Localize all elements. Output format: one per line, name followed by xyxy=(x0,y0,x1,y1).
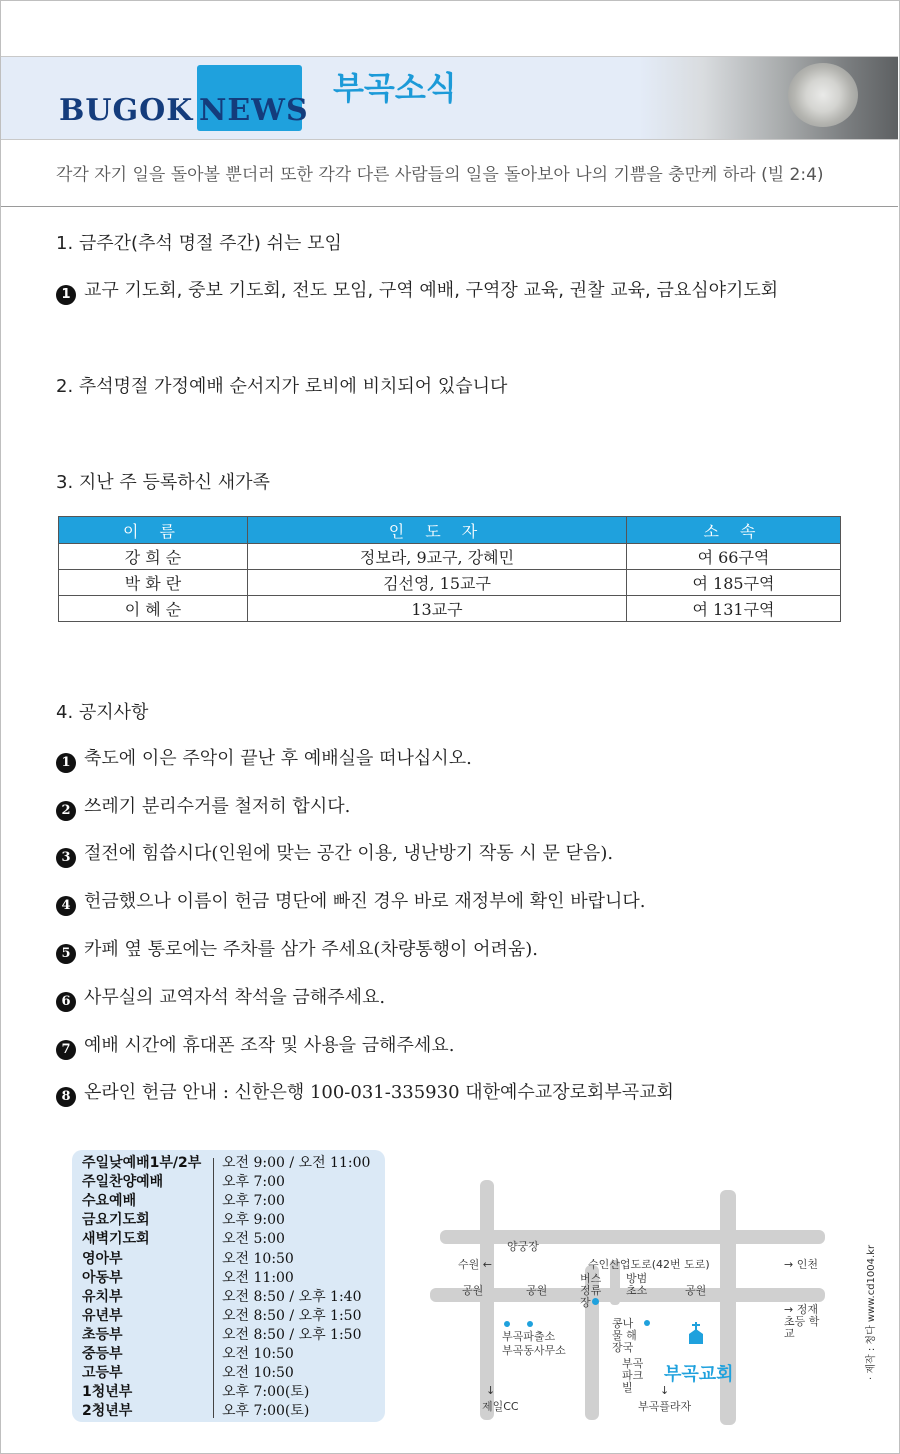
bullet-2-icon: 2 xyxy=(56,801,76,821)
divider xyxy=(1,206,898,207)
schedule-name: 1청년부 xyxy=(82,1384,133,1401)
table-row xyxy=(59,544,841,570)
notice-item xyxy=(56,935,538,964)
section-1-text: 교구 기도회, 중보 기도회, 전도 모임, 구역 예배, 구역장 교육, 권찰 교육, 금요심야기도회 xyxy=(84,280,779,301)
notice-text: 쓰레기 분리수거를 철저히 합시다. xyxy=(84,796,351,817)
schedule-time: 오후 7:00 xyxy=(222,1174,285,1191)
notice-item xyxy=(56,887,645,916)
bullet-6-icon: 6 xyxy=(56,992,76,1012)
schedule-name: 초등부 xyxy=(82,1326,123,1343)
table-cell-group: 여 66구역 xyxy=(627,544,841,570)
map-label-park-3: 공원 xyxy=(685,1284,707,1297)
map-label-office: 부곡동사무소 xyxy=(502,1344,566,1357)
schedule-name: 주일찬양예배 xyxy=(82,1174,164,1191)
section-1-item xyxy=(56,276,778,305)
map-label-police: 부곡파출소 xyxy=(502,1330,556,1343)
schedule-row xyxy=(82,1307,382,1326)
table-cell-leader: 정보라, 9교구, 강혜민 xyxy=(248,544,627,570)
notice-item xyxy=(56,839,613,868)
table-header-row xyxy=(59,517,841,544)
map-credit: · 제작 : 청다 www.cd1004.kr xyxy=(866,1244,877,1380)
schedule-row xyxy=(82,1154,382,1173)
map-label-crime-post: 방범 초소 xyxy=(626,1272,648,1297)
table-cell-name: 이 혜 순 xyxy=(59,596,248,622)
church-icon xyxy=(688,1322,704,1344)
schedule-row xyxy=(82,1288,382,1307)
header-banner xyxy=(1,56,898,140)
notice-text: 축도에 이은 주악이 끝난 후 예배실을 떠나십시오. xyxy=(84,748,472,769)
schedule-name: 금요기도회 xyxy=(82,1212,150,1229)
schedule-name: 영아부 xyxy=(82,1250,123,1267)
bullet-1-icon: 1 xyxy=(56,753,76,773)
notice-item xyxy=(56,792,350,821)
schedule-name: 고등부 xyxy=(82,1365,123,1382)
schedule-time: 오전 5:00 xyxy=(222,1231,285,1248)
schedule-time: 오후 7:00(토) xyxy=(222,1384,310,1401)
header-photo-wood xyxy=(788,63,858,127)
map-label-yanggungjang: 양궁장 xyxy=(507,1240,539,1253)
map-police-dot xyxy=(504,1321,510,1327)
table-header-group: 소 속 xyxy=(627,517,841,544)
brand-news: NEWS xyxy=(199,93,309,128)
bullet-7-icon: 7 xyxy=(56,1040,76,1060)
bullet-8-icon: 8 xyxy=(56,1087,76,1107)
notice-text: 헌금했으나 이름이 헌금 명단에 빠진 경우 바로 재정부에 확인 바랍니다. xyxy=(84,891,646,912)
table-cell-name: 박 화 란 xyxy=(59,570,248,596)
schedule-row xyxy=(82,1211,382,1230)
schedule-row xyxy=(82,1250,382,1269)
table-cell-leader: 김선영, 15교구 xyxy=(248,570,627,596)
notice-text: 예배 시간에 휴대폰 조작 및 사용을 금해주세요. xyxy=(84,1035,455,1056)
schedule-row xyxy=(82,1192,382,1211)
map-label-suwon: 수원 ← xyxy=(458,1258,492,1271)
schedule-time: 오후 9:00 xyxy=(222,1212,285,1229)
section-3-title: 3. 지난 주 등록하신 새가족 xyxy=(56,472,270,493)
map-label-jeil-cc: 제일CC xyxy=(482,1400,519,1413)
map-label-church: 부곡교회 xyxy=(664,1364,734,1385)
schedule-time: 오후 7:00(토) xyxy=(222,1403,310,1420)
map-label-park-2: 공원 xyxy=(526,1284,548,1297)
map-bus-dot xyxy=(592,1298,599,1305)
schedule-name: 유치부 xyxy=(82,1288,123,1305)
schedule-name: 2청년부 xyxy=(82,1403,133,1420)
schedule-name: 주일낮예배1부/2부 xyxy=(82,1155,202,1171)
map-arrow-down-2-icon: ↓ xyxy=(660,1384,670,1397)
bible-verse: 각각 자기 일을 돌아볼 뿐더러 또한 각각 다른 사람들의 일을 돌아보아 나의 기쁨을 충만케 하라 (빌 2:4) xyxy=(56,165,824,185)
schedule-time: 오전 10:50 xyxy=(222,1250,294,1267)
schedule-row xyxy=(82,1402,382,1421)
schedule-row xyxy=(82,1230,382,1249)
section-title: 부곡소식 xyxy=(333,69,457,107)
map-label-bean-soup: 콩나물 해장국 xyxy=(612,1317,637,1354)
schedule-row xyxy=(82,1345,382,1364)
section-1-title: 1. 금주간(추석 명절 주간) 쉬는 모임 xyxy=(56,233,342,254)
new-family-table xyxy=(58,516,841,622)
notice-text: 온라인 헌금 안내 : 신한은행 100-031-335930 대한예수교장로회부곡교회 xyxy=(84,1082,674,1103)
map-label-parkville: 부곡 파크빌 xyxy=(622,1357,644,1394)
notice-item xyxy=(56,1078,674,1107)
schedule-name: 새벽기도회 xyxy=(82,1231,150,1248)
schedule-row xyxy=(82,1173,382,1192)
section-4-title: 4. 공지사항 xyxy=(56,702,149,723)
notice-item xyxy=(56,744,472,773)
schedule-row xyxy=(82,1269,382,1288)
schedule-row xyxy=(82,1326,382,1345)
schedule-time: 오전 8:50 / 오후 1:50 xyxy=(222,1307,362,1324)
schedule-name: 중등부 xyxy=(82,1346,123,1362)
schedule-time: 오전 10:50 xyxy=(222,1365,294,1382)
table-cell-leader: 13교구 xyxy=(248,596,627,622)
map-bean-dot xyxy=(644,1320,650,1326)
schedule-name: 수요예배 xyxy=(82,1193,137,1210)
map-office-dot xyxy=(527,1321,533,1327)
table-row xyxy=(59,596,841,622)
schedule-row xyxy=(82,1383,382,1402)
map-label-park-1: 공원 xyxy=(462,1284,484,1297)
notice-text: 카페 옆 통로에는 주차를 삼가 주세요(차량통행이 어려움). xyxy=(84,939,539,960)
schedule-time: 오전 9:00 / 오전 11:00 xyxy=(222,1155,371,1171)
bullet-5-icon: 5 xyxy=(56,944,76,964)
schedule-time: 오전 10:50 xyxy=(222,1346,294,1362)
table-header-leader: 인 도 자 xyxy=(248,517,627,544)
schedule-row xyxy=(82,1364,382,1383)
schedule-time: 오후 7:00 xyxy=(222,1193,285,1210)
map-label-incheon: → 인천 xyxy=(784,1258,818,1271)
map-label-plaza: 부곡플라자 xyxy=(638,1400,692,1413)
schedule-time: 오전 11:00 xyxy=(222,1269,294,1286)
brand-bugok: BUGOK xyxy=(59,93,194,128)
table-cell-name: 강 희 순 xyxy=(59,544,248,570)
bullet-1-icon: 1 xyxy=(56,285,76,305)
table-cell-group: 여 131구역 xyxy=(627,596,841,622)
bullet-3-icon: 3 xyxy=(56,848,76,868)
church-map xyxy=(420,1170,840,1440)
notice-item xyxy=(56,983,385,1012)
notice-text: 절전에 힘씁시다(인원에 맞는 공간 이용, 냉난방기 작동 시 문 닫음). xyxy=(84,843,614,864)
map-label-bus-stop: 버스 정류장 xyxy=(580,1272,602,1309)
schedule-name: 아동부 xyxy=(82,1269,123,1286)
map-label-road: 수인산업도로(42번 도로) xyxy=(588,1258,710,1271)
map-label-jeongjae-school: → 정재 초등 학교 xyxy=(784,1303,820,1340)
map-arrow-down-1-icon: ↓ xyxy=(486,1384,496,1397)
notice-text: 사무실의 교역자석 착석을 금해주세요. xyxy=(84,987,386,1008)
schedule-name: 유년부 xyxy=(82,1307,123,1324)
schedule-time: 오전 8:50 / 오후 1:50 xyxy=(222,1326,362,1343)
notice-item xyxy=(56,1031,454,1060)
section-2-title: 2. 추석명절 가정예배 순서지가 로비에 비치되어 있습니다 xyxy=(56,376,508,397)
table-row xyxy=(59,570,841,596)
table-header-name: 이 름 xyxy=(59,517,248,544)
bullet-4-icon: 4 xyxy=(56,896,76,916)
table-cell-group: 여 185구역 xyxy=(627,570,841,596)
schedule-time: 오전 8:50 / 오후 1:40 xyxy=(222,1288,362,1305)
header-photo xyxy=(638,57,898,139)
